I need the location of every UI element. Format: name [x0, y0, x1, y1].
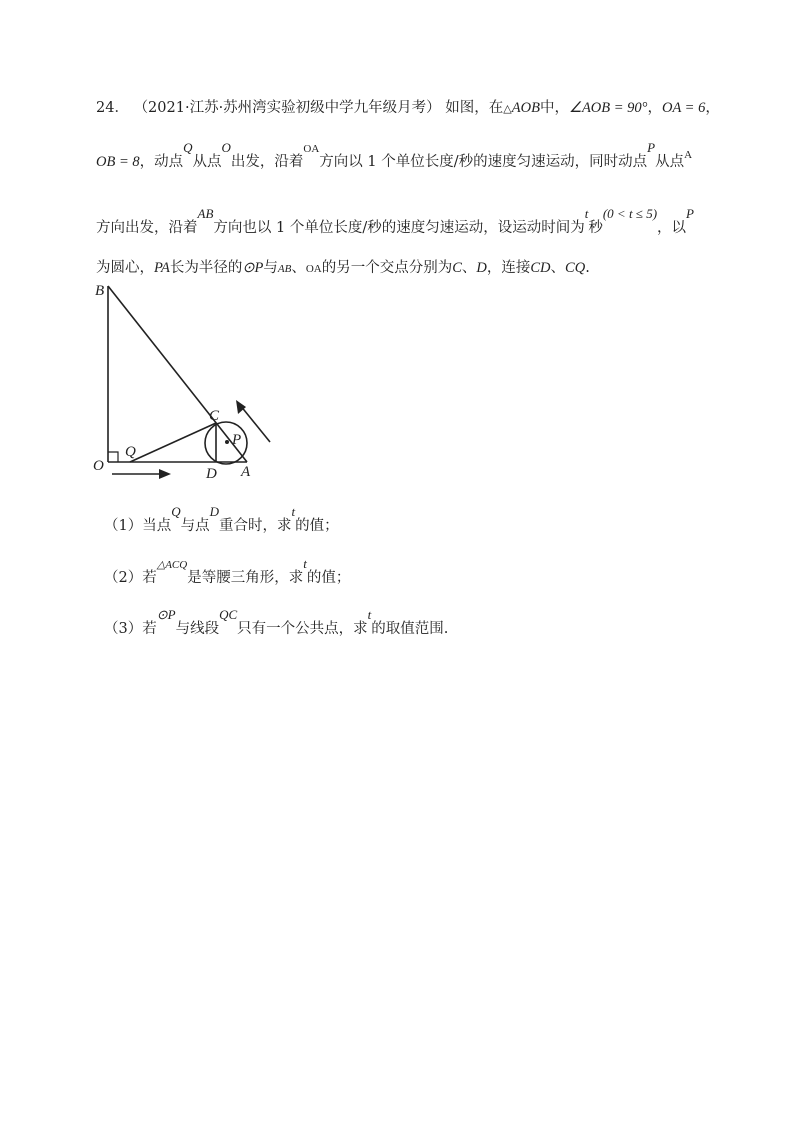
math-oa: OA — [305, 263, 322, 275]
triangle-symbol: △ — [503, 102, 512, 115]
question-number: （1） — [104, 518, 143, 534]
math-oa: OA — [303, 143, 320, 155]
question-number: （2） — [104, 570, 143, 586]
arrow-up-left-head — [236, 400, 246, 414]
label-c: C — [209, 408, 220, 424]
text: ， — [647, 100, 662, 116]
text: 的值； — [306, 570, 351, 586]
problem-source: （2021·江苏·苏州湾实验初级中学九年级月考） — [133, 100, 441, 116]
text: 、 — [291, 260, 306, 276]
text: 若 — [142, 570, 157, 586]
text: 的值； — [295, 518, 339, 534]
text: 为圆心， — [96, 260, 154, 276]
math-a: A — [684, 149, 693, 161]
problem-line-1 — [96, 96, 720, 117]
point-p-dot — [225, 440, 229, 444]
math-pa: PA — [154, 260, 170, 276]
math-c: C — [452, 260, 462, 276]
label-d: D — [206, 466, 217, 482]
math-triangle-acq: △ACQ — [156, 559, 188, 571]
math-circle-p: ⊙P — [156, 607, 176, 622]
label-q: Q — [125, 444, 136, 460]
segment-qc — [130, 423, 216, 462]
text: 只有一个公共点，求 — [237, 621, 368, 637]
math-p: P — [686, 206, 694, 221]
arrow-right-head — [159, 469, 171, 479]
text: 、 — [550, 260, 566, 276]
math-t: t — [291, 504, 296, 519]
geometry-figure — [85, 278, 285, 488]
arrow-up-left-icon — [240, 405, 270, 442]
text: 秒 — [588, 220, 603, 236]
text: . — [585, 260, 590, 276]
question-1 — [104, 504, 339, 535]
problem-line-4 — [96, 256, 590, 277]
text: 当点 — [142, 518, 172, 534]
math-range: (0 < t ≤ 5) — [602, 206, 658, 221]
math-aob: AOB — [511, 100, 540, 116]
math-cd: CD — [530, 260, 551, 276]
math-circle-p: ⊙P — [242, 260, 264, 276]
math-d: D — [209, 504, 220, 519]
text: ，动点 — [139, 154, 184, 170]
text: 从点 — [192, 154, 222, 170]
math-q: Q — [171, 504, 181, 519]
math-ab: AB — [277, 263, 292, 275]
math-q: Q — [183, 140, 193, 155]
right-angle-mark — [108, 452, 118, 462]
math-d: D — [476, 260, 487, 276]
text: 从点 — [655, 154, 685, 170]
text: 的取值范围. — [371, 621, 449, 637]
text: 与 — [263, 260, 278, 276]
text: 与线段 — [175, 621, 220, 637]
math-qc: QC — [219, 607, 238, 622]
text: 方向以 1 个单位长度/秒的速度匀速运动，同时动点 — [319, 154, 648, 170]
math-t: t — [367, 607, 372, 622]
text: 出发，沿着 — [230, 154, 304, 170]
text: ， — [705, 100, 720, 116]
math-ob: OB = 8 — [96, 154, 140, 170]
label-b: B — [95, 283, 105, 299]
math-p: P — [647, 140, 656, 155]
text: 与点 — [180, 518, 210, 534]
text: 重合时，求 — [219, 518, 292, 534]
label-a: A — [241, 464, 251, 480]
math-t: t — [303, 556, 307, 571]
math-angle: ∠AOB = 90° — [568, 100, 648, 116]
label-p: P — [232, 432, 242, 448]
text: 中， — [539, 100, 569, 116]
question-2 — [104, 556, 351, 587]
text: ，连接 — [486, 260, 531, 276]
text: 方向出发，沿着 — [96, 220, 198, 236]
question-3 — [104, 607, 449, 638]
text: 是等腰三角形，求 — [187, 570, 304, 586]
segment-ab — [108, 286, 247, 462]
text: 方向也以 1 个单位长度/秒的速度匀速运动，设运动时间为 — [213, 220, 585, 236]
problem-line-2 — [96, 140, 693, 171]
math-cq: CQ — [565, 260, 586, 276]
text: ，以 — [657, 220, 687, 236]
text: 的另一个交点分别为 — [321, 260, 453, 276]
math-ab: AB — [197, 206, 214, 221]
text: 、 — [461, 260, 477, 276]
problem-number: 24． — [96, 100, 129, 116]
text: 如图，在 — [445, 100, 504, 116]
math-oa: OA = 6 — [661, 100, 706, 116]
math-t: t — [584, 206, 589, 221]
question-number: （3） — [104, 621, 143, 637]
text: 若 — [142, 621, 157, 637]
label-o: O — [93, 458, 104, 474]
math-o: O — [221, 140, 231, 155]
text: 长为半径的 — [169, 260, 243, 276]
problem-line-3 — [96, 206, 694, 237]
